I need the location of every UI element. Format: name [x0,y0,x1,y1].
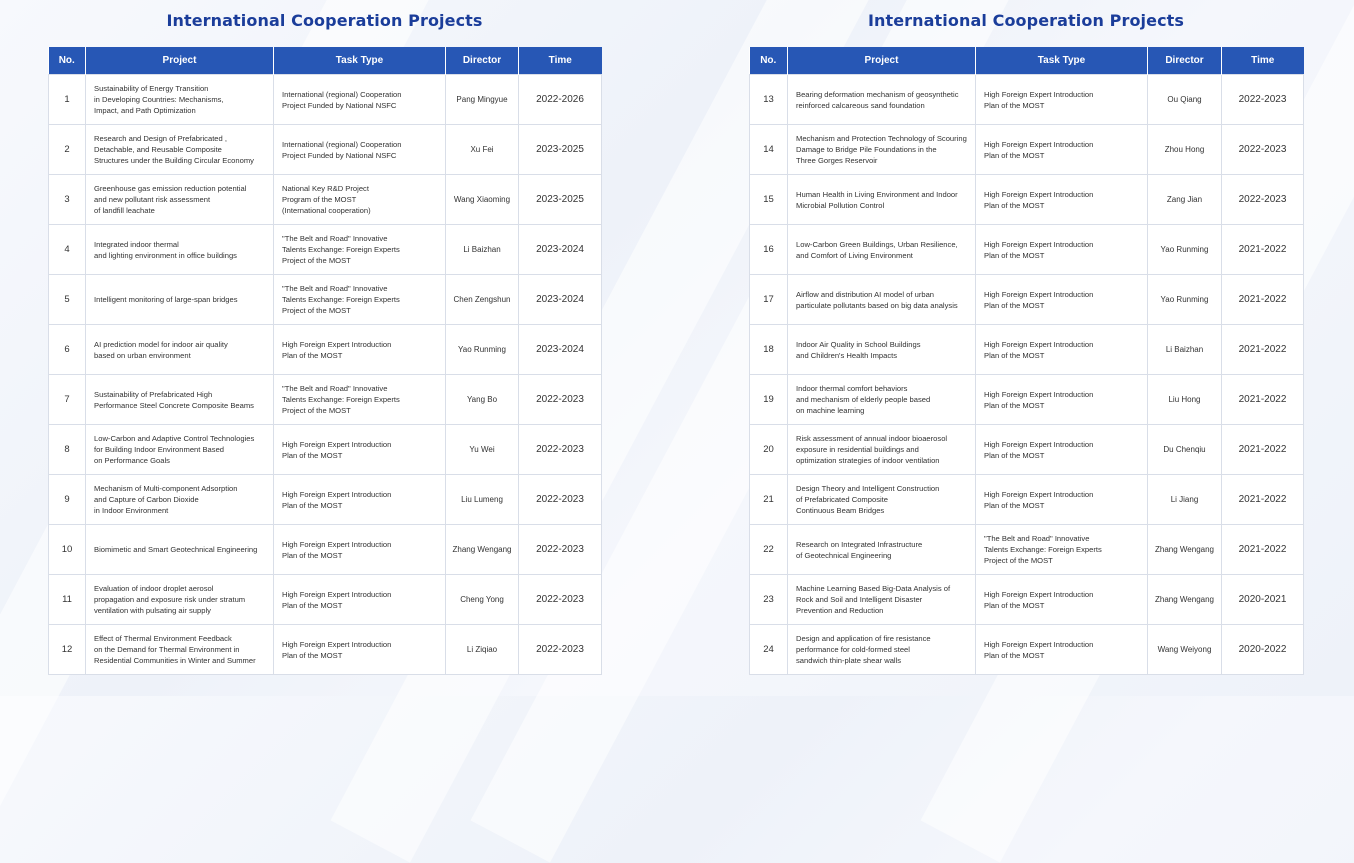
table-row [49,525,602,575]
cell-director: Liu Lumeng [446,475,519,525]
table-row [750,625,1304,675]
cell-no: 2 [49,125,86,175]
cell-project: Greenhouse gas emission reduction potential and new pollutant risk assessment of landfill leachate [86,175,274,225]
cell-time: 2021-2022 [1222,525,1304,575]
cell-time: 2023-2025 [519,125,602,175]
cell-task-type: International (regional) Cooperation Project Funded by National NSFC [274,125,446,175]
cell-task-type: High Foreign Expert Introduction Plan of the MOST [274,475,446,525]
cell-task-type: "The Belt and Road" Innovative Talents Exchange: Foreign Experts Project of the MOST [274,275,446,325]
page-title-right: International Cooperation Projects [867,11,1185,30]
cell-task-type: High Foreign Expert Introduction Plan of the MOST [274,625,446,675]
cell-project: Effect of Thermal Environment Feedback on the Demand for Thermal Environment in Residential Communities in Winter and Summer [86,625,274,675]
cell-director: Liu Hong [1148,375,1222,425]
projects-table-right [749,47,1304,675]
column-header-time: Time [1222,47,1304,75]
cell-director: Li Jiang [1148,475,1222,525]
cell-project: Bearing deformation mechanism of geosynthetic reinforced calcareous sand foundation [788,75,976,125]
cell-project: Sustainability of Energy Transition in Developing Countries: Mechanisms, Impact, and Path Optimization [86,75,274,125]
cell-project: Biomimetic and Smart Geotechnical Engineering [86,525,274,575]
cell-no: 9 [49,475,86,525]
cell-time: 2021-2022 [1222,325,1304,375]
table-row [49,75,602,125]
cell-no: 10 [49,525,86,575]
cell-task-type: National Key R&D Project Program of the MOST (International cooperation) [274,175,446,225]
cell-project: Intelligent monitoring of large-span bridges [86,275,274,325]
cell-time: 2021-2022 [1222,425,1304,475]
cell-director: Yao Runming [1148,225,1222,275]
cell-task-type: High Foreign Expert Introduction Plan of the MOST [976,125,1148,175]
table-row [49,375,602,425]
cell-project: Evaluation of indoor droplet aerosol propagation and exposure risk under stratum ventilation with pulsating air supply [86,575,274,625]
cell-project: AI prediction model for indoor air quality based on urban environment [86,325,274,375]
column-header-time: Time [519,47,602,75]
cell-no: 21 [750,475,788,525]
cell-time: 2022-2023 [519,475,602,525]
cell-director: Li Baizhan [1148,325,1222,375]
cell-project: Risk assessment of annual indoor bioaerosol exposure in residential buildings and optimization strategies of indoor ventilation [788,425,976,475]
cell-director: Chen Zengshun [446,275,519,325]
cell-task-type: High Foreign Expert Introduction Plan of the MOST [976,425,1148,475]
cell-project: Design and application of fire resistance performance for cold-formed steel sandwich thin-plate shear walls [788,625,976,675]
table-row [750,375,1304,425]
cell-task-type: High Foreign Expert Introduction Plan of the MOST [976,475,1148,525]
cell-task-type: High Foreign Expert Introduction Plan of the MOST [976,175,1148,225]
cell-director: Yao Runming [446,325,519,375]
cell-time: 2022-2023 [1222,175,1304,225]
cell-time: 2020-2021 [1222,575,1304,625]
cell-director: Li Ziqiao [446,625,519,675]
cell-director: Yu Wei [446,425,519,475]
cell-time: 2020-2022 [1222,625,1304,675]
column-header-project: Project [788,47,976,75]
cell-director: Zhang Wengang [1148,575,1222,625]
page-title-left: International Cooperation Projects [166,11,483,30]
table-row [750,175,1304,225]
cell-no: 19 [750,375,788,425]
cell-no: 11 [49,575,86,625]
cell-no: 5 [49,275,86,325]
cell-director: Zang Jian [1148,175,1222,225]
cell-director: Yao Runming [1148,275,1222,325]
cell-task-type: "The Belt and Road" Innovative Talents Exchange: Foreign Experts Project of the MOST [274,375,446,425]
cell-time: 2023-2024 [519,275,602,325]
cell-no: 3 [49,175,86,225]
column-header-director: Director [446,47,519,75]
table-row [750,275,1304,325]
cell-no: 23 [750,575,788,625]
table-row [49,625,602,675]
table-row [49,325,602,375]
cell-task-type: High Foreign Expert Introduction Plan of the MOST [274,575,446,625]
table-row [750,475,1304,525]
table-row [49,225,602,275]
cell-no: 15 [750,175,788,225]
cell-task-type: High Foreign Expert Introduction Plan of the MOST [976,575,1148,625]
cell-no: 4 [49,225,86,275]
cell-project: Sustainability of Prefabricated High Performance Steel Concrete Composite Beams [86,375,274,425]
cell-time: 2022-2023 [1222,75,1304,125]
cell-time: 2022-2023 [519,575,602,625]
cell-director: Pang Mingyue [446,75,519,125]
cell-time: 2022-2026 [519,75,602,125]
cell-time: 2022-2023 [519,375,602,425]
cell-project: Human Health in Living Environment and Indoor Microbial Pollution Control [788,175,976,225]
cell-no: 18 [750,325,788,375]
table-header-row [750,47,1304,75]
projects-table-left [48,47,602,675]
cell-time: 2021-2022 [1222,475,1304,525]
cell-director: Ou Qiang [1148,75,1222,125]
cell-time: 2023-2024 [519,225,602,275]
cell-task-type: High Foreign Expert Introduction Plan of the MOST [976,275,1148,325]
table-row [750,225,1304,275]
column-header-task-type: Task Type [274,47,446,75]
cell-project: Airflow and distribution AI model of urban particulate pollutants based on big data analysis [788,275,976,325]
cell-task-type: High Foreign Expert Introduction Plan of the MOST [976,75,1148,125]
cell-time: 2022-2023 [1222,125,1304,175]
cell-no: 6 [49,325,86,375]
cell-project: Indoor Air Quality in School Buildings and Children's Health Impacts [788,325,976,375]
cell-time: 2023-2024 [519,325,602,375]
cell-task-type: High Foreign Expert Introduction Plan of the MOST [274,425,446,475]
cell-project: Low-Carbon Green Buildings, Urban Resilience, and Comfort of Living Environment [788,225,976,275]
column-header-task-type: Task Type [976,47,1148,75]
column-header-project: Project [86,47,274,75]
cell-project: Research on Integrated Infrastructure of Geotechnical Engineering [788,525,976,575]
cell-director: Wang Xiaoming [446,175,519,225]
cell-project: Design Theory and Intelligent Construction of Prefabricated Composite Continuous Beam Bridges [788,475,976,525]
cell-no: 14 [750,125,788,175]
cell-task-type: "The Belt and Road" Innovative Talents Exchange: Foreign Experts Project of the MOST [976,525,1148,575]
cell-time: 2021-2022 [1222,375,1304,425]
cell-no: 8 [49,425,86,475]
cell-project: Machine Learning Based Big-Data Analysis of Rock and Soil and Intelligent Disaster Prevention and Reduction [788,575,976,625]
cell-time: 2022-2023 [519,525,602,575]
cell-no: 7 [49,375,86,425]
cell-project: Research and Design of Prefabricated , Detachable, and Reusable Composite Structures under the Building Circular Economy [86,125,274,175]
cell-task-type: International (regional) Cooperation Project Funded by National NSFC [274,75,446,125]
cell-director: Zhou Hong [1148,125,1222,175]
cell-time: 2022-2023 [519,425,602,475]
cell-time: 2021-2022 [1222,275,1304,325]
cell-task-type: High Foreign Expert Introduction Plan of the MOST [976,625,1148,675]
table-row [750,425,1304,475]
cell-task-type: High Foreign Expert Introduction Plan of the MOST [274,325,446,375]
cell-director: Du Chenqiu [1148,425,1222,475]
column-header-no: No. [49,47,86,75]
cell-time: 2021-2022 [1222,225,1304,275]
table-row [49,475,602,525]
cell-project: Mechanism of Multi-component Adsorption and Capture of Carbon Dioxide in Indoor Environment [86,475,274,525]
cell-project: Integrated indoor thermal and lighting environment in office buildings [86,225,274,275]
cell-task-type: High Foreign Expert Introduction Plan of the MOST [976,375,1148,425]
cell-director: Wang Weiyong [1148,625,1222,675]
cell-director: Li Baizhan [446,225,519,275]
column-header-no: No. [750,47,788,75]
table-row [750,325,1304,375]
table-row [49,125,602,175]
cell-no: 24 [750,625,788,675]
cell-director: Yang Bo [446,375,519,425]
table-header-row [49,47,602,75]
cell-no: 17 [750,275,788,325]
cell-no: 1 [49,75,86,125]
cell-no: 12 [49,625,86,675]
cell-task-type: High Foreign Expert Introduction Plan of the MOST [976,325,1148,375]
cell-no: 20 [750,425,788,475]
table-row [750,125,1304,175]
cell-time: 2023-2025 [519,175,602,225]
cell-director: Zhang Wengang [1148,525,1222,575]
table-row [49,575,602,625]
cell-no: 13 [750,75,788,125]
table-row [49,425,602,475]
cell-time: 2022-2023 [519,625,602,675]
cell-no: 22 [750,525,788,575]
cell-director: Cheng Yong [446,575,519,625]
cell-project: Low-Carbon and Adaptive Control Technologies for Building Indoor Environment Based on Performance Goals [86,425,274,475]
cell-director: Xu Fei [446,125,519,175]
table-row [750,75,1304,125]
table-row [750,525,1304,575]
cell-project: Indoor thermal comfort behaviors and mechanism of elderly people based on machine learning [788,375,976,425]
cell-no: 16 [750,225,788,275]
cell-director: Zhang Wengang [446,525,519,575]
column-header-director: Director [1148,47,1222,75]
cell-task-type: High Foreign Expert Introduction Plan of the MOST [274,525,446,575]
table-row [750,575,1304,625]
cell-task-type: High Foreign Expert Introduction Plan of the MOST [976,225,1148,275]
cell-task-type: "The Belt and Road" Innovative Talents Exchange: Foreign Experts Project of the MOST [274,225,446,275]
table-row [49,175,602,225]
table-row [49,275,602,325]
cell-project: Mechanism and Protection Technology of Scouring Damage to Bridge Pile Foundations in the Three Gorges Reservoir [788,125,976,175]
